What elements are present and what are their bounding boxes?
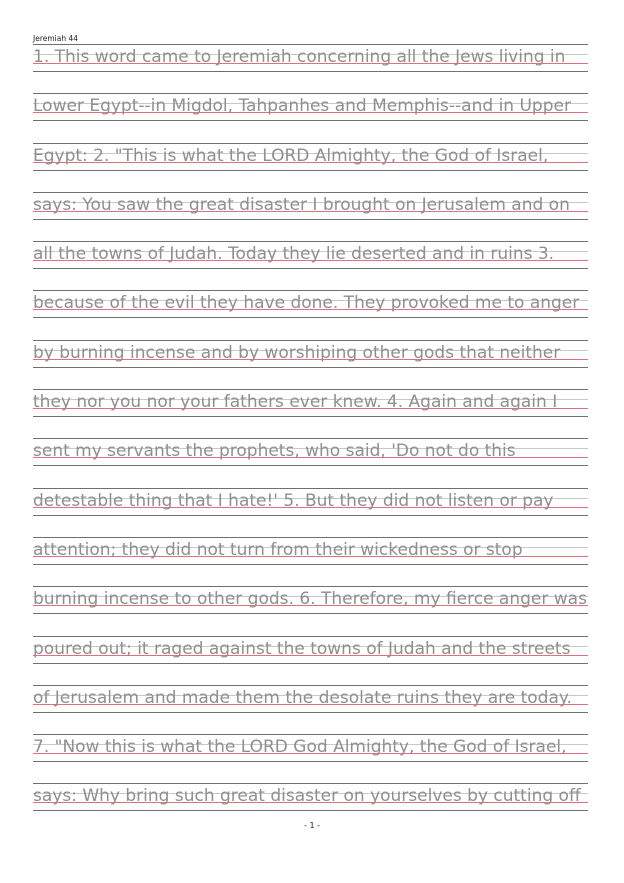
writing-row — [33, 733, 588, 782]
trace-text-line: all the towns of Judah. Today they lie deserted and in ruins 3. — [33, 244, 555, 265]
trace-text-line: they nor you nor your fathers ever knew. 4. Again and again I — [33, 392, 558, 413]
handwriting-rows — [33, 43, 588, 832]
guide-line-bot — [33, 367, 588, 368]
trace-text-line: attention; they did not turn from their wickedness or stop — [33, 539, 523, 560]
writing-row — [33, 289, 588, 338]
trace-text-line: by burning incense and by worshiping other gods that neither — [33, 342, 561, 363]
writing-row — [33, 43, 588, 92]
guide-line-bot — [33, 120, 588, 121]
writing-row — [33, 684, 588, 733]
guide-line-bot — [33, 416, 588, 417]
trace-text-line: 7. "Now this is what the LORD God Almighty, the God of Israel, — [33, 737, 567, 758]
trace-text-line: burning incense to other gods. 6. Therefore, my fierce anger was — [33, 589, 587, 610]
writing-row — [33, 388, 588, 437]
guide-line-bot — [33, 71, 588, 72]
trace-text-line: 1. This word came to Jeremiah concerning all the Jews living in — [33, 47, 566, 67]
trace-text-line: because of the evil they have done. They provoked me to anger — [33, 293, 580, 314]
trace-text-line: says: Why bring such great disaster on yourselves by cutting off — [33, 786, 581, 807]
writing-row — [33, 585, 588, 634]
writing-row — [33, 339, 588, 388]
guide-line-bot — [33, 613, 588, 614]
guide-line-bot — [33, 663, 588, 664]
trace-text-line: Lower Egypt--in Migdol, Tahpanhes and Memphis--and in Upper — [33, 96, 571, 117]
guide-line-bot — [33, 712, 588, 713]
trace-text-line: sent my servants the prophets, who said, 'Do not do this — [33, 441, 516, 462]
writing-row — [33, 487, 588, 536]
trace-text-line: of Jerusalem and made them the desolate ruins they are today. — [33, 687, 572, 708]
page-title: Jeremiah 44 — [33, 34, 79, 43]
writing-row — [33, 437, 588, 486]
trace-text-line: says: You saw the great disaster I brought on Jerusalem and on — [33, 194, 570, 215]
writing-row — [33, 635, 588, 684]
guide-line-bot — [33, 564, 588, 565]
guide-line-bot — [33, 515, 588, 516]
guide-line-bot — [33, 170, 588, 171]
writing-row — [33, 92, 588, 141]
trace-text-line: poured out; it raged against the towns of Judah and the streets — [33, 638, 571, 659]
guide-line-bot — [33, 761, 588, 762]
guide-line-bot — [33, 219, 588, 220]
writing-row — [33, 142, 588, 191]
guide-line-bot — [33, 317, 588, 318]
guide-line-bot — [33, 465, 588, 466]
trace-text-line: Egypt: 2. "This is what the LORD Almighty, the God of Israel, — [33, 145, 549, 166]
writing-row — [33, 240, 588, 289]
writing-row — [33, 191, 588, 240]
trace-text-line: detestable thing that I hate!' 5. But they did not listen or pay — [33, 490, 554, 511]
page-number: - 1 - — [304, 821, 320, 830]
guide-line-bot — [33, 268, 588, 269]
guide-line-bot — [33, 810, 588, 811]
writing-row — [33, 536, 588, 585]
